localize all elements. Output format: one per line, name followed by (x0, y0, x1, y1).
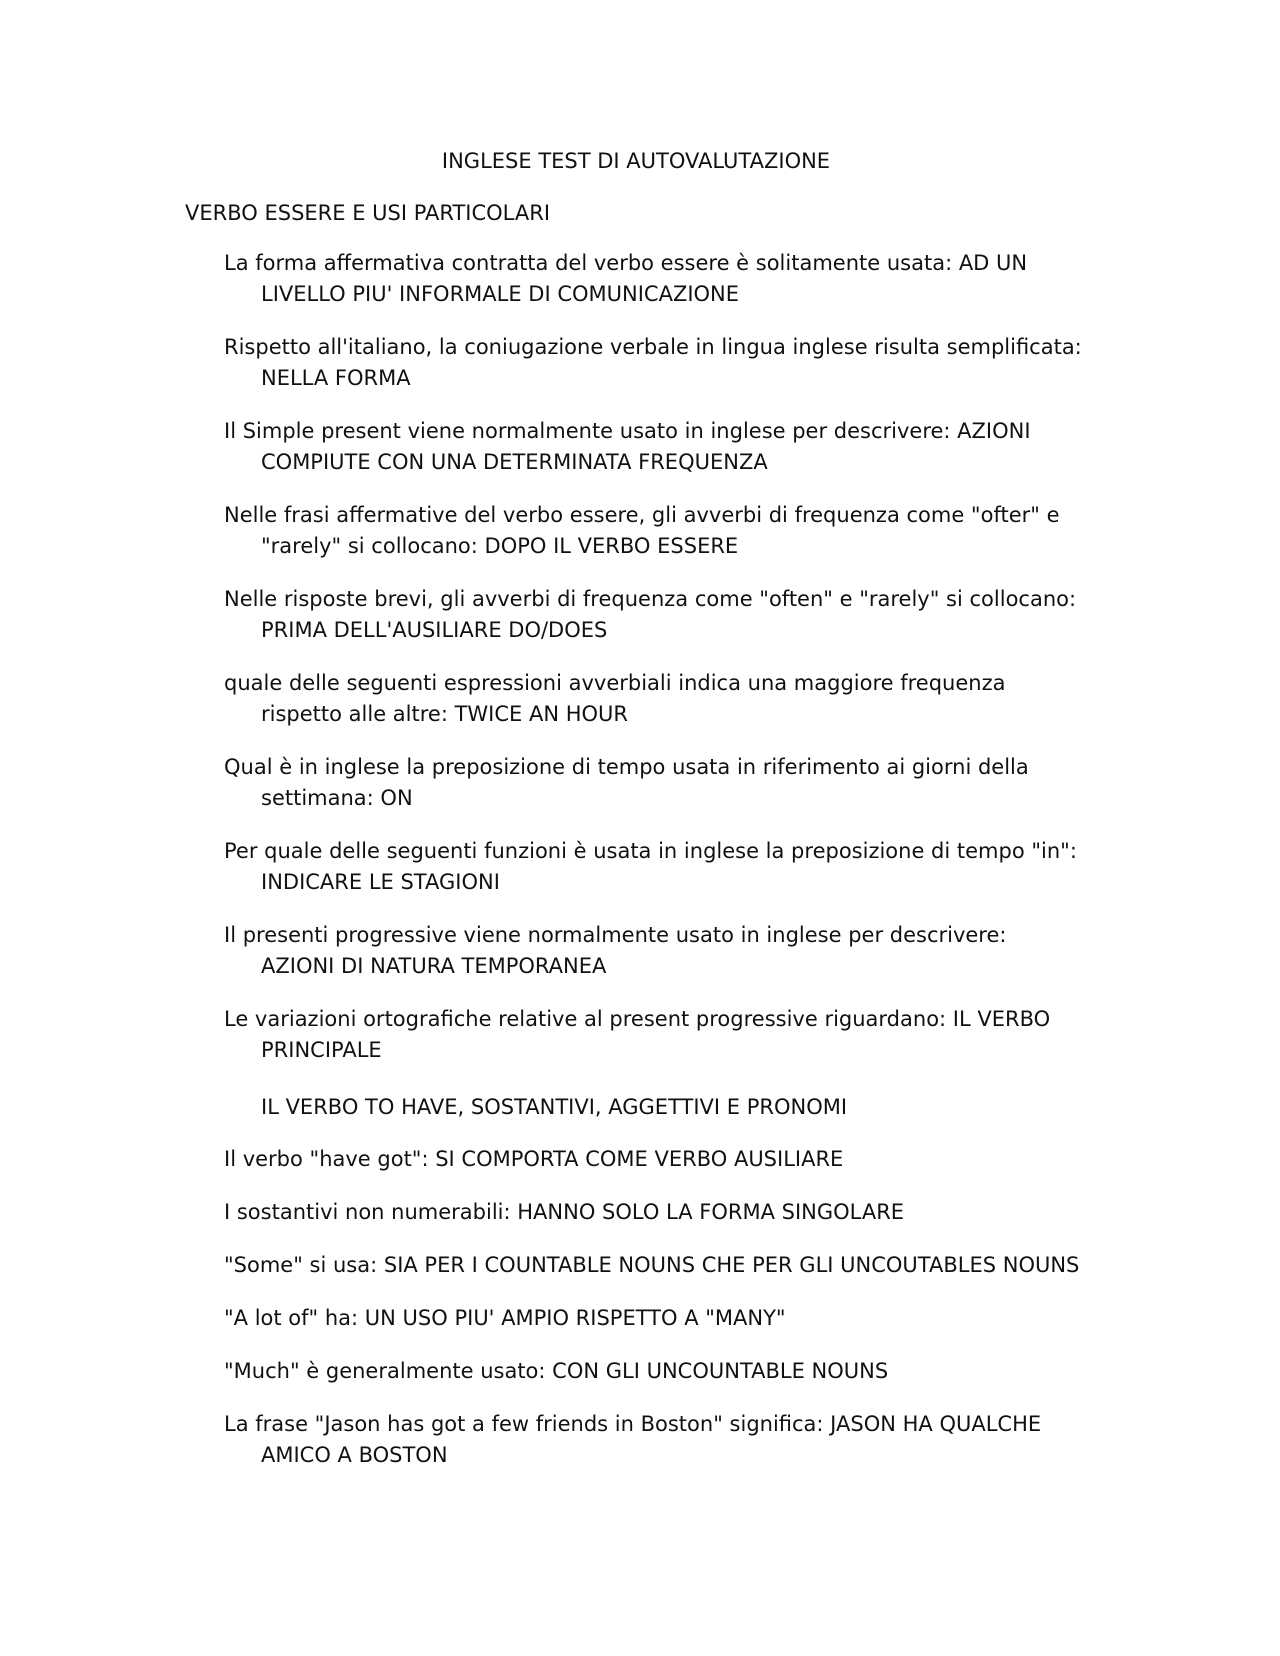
document-title: INGLESE TEST DI AUTOVALUTAZIONE (441, 149, 831, 173)
list-item: "Some" si usa: SIA PER I COUNTABLE NOUNS CHE PER GLI UNCOUTABLES NOUNS (224, 1253, 1080, 1277)
list-item: La forma affermativa contratta del verbo essere è solitamente usata: AD UN LIVELLO PIU' INFORMALE DI COMUNICAZIONE (224, 251, 1028, 306)
list-item: Per quale delle seguenti funzioni è usata in inglese la preposizione di tempo "in": INDICARE LE STAGIONI (224, 839, 1077, 894)
question-list (224, 248, 1084, 1493)
list-item: Il presenti progressive viene normalmente usato in inglese per descrivere: AZIONI DI NATURA TEMPORANEA (224, 923, 1007, 978)
list-item: La frase "Jason has got a few friends in Boston" significa: JASON HA QUALCHE AMICO A BOSTON (224, 1412, 1042, 1467)
list-item: Rispetto all'italiano, la coniugazione verbale in lingua inglese risulta semplificata: NELLA FORMA (224, 335, 1082, 390)
list-item: quale delle seguenti espressioni avverbiali indica una maggiore frequenza rispetto alle altre: TWICE AN HOUR (224, 671, 1006, 726)
list-item: Qual è in inglese la preposizione di tempo usata in riferimento ai giorni della settimana: ON (224, 755, 1029, 810)
list-item: Il Simple present viene normalmente usato in inglese per descrivere: AZIONI COMPIUTE CON UNA DETERMINATA FREQUENZA (224, 419, 1031, 474)
section-subheading: IL VERBO TO HAVE, SOSTANTIVI, AGGETTIVI E PRONOMI (261, 1095, 848, 1119)
list-item: "Much" è generalmente usato: CON GLI UNCOUNTABLE NOUNS (224, 1359, 889, 1383)
list-item: Le variazioni ortografiche relative al present progressive riguardano: IL VERBO PRINCIPALE (224, 1007, 1051, 1062)
list-item: Nelle frasi affermative del verbo essere, gli avverbi di frequenza come "ofter" e "rarely" si collocano: DOPO IL VERBO ESSERE (224, 503, 1060, 558)
list-item: Nelle risposte brevi, gli avverbi di frequenza come "often" e "rarely" si collocano: PRIMA DELL'AUSILIARE DO/DOES (224, 587, 1077, 642)
section-heading: VERBO ESSERE E USI PARTICOLARI (185, 201, 551, 225)
list-item: "A lot of" ha: UN USO PIU' AMPIO RISPETTO A "MANY" (224, 1306, 786, 1330)
list-item: Il verbo "have got": SI COMPORTA COME VERBO AUSILIARE (224, 1147, 844, 1171)
list-item: I sostantivi non numerabili: HANNO SOLO LA FORMA SINGOLARE (224, 1200, 905, 1224)
